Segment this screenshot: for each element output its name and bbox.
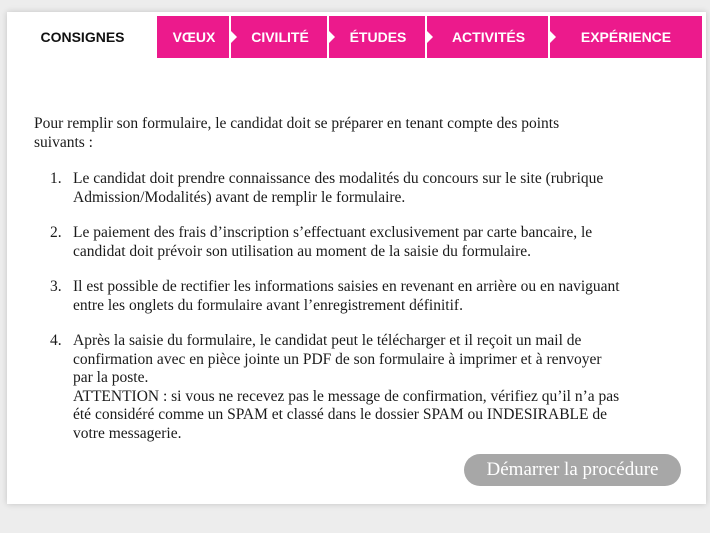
list-item-line: candidat doit prévoir son utilisation au moment de la saisie du formulaire. (73, 242, 531, 260)
list-item-line: ATTENTION : si vous ne recevez pas le message de confirmation, vérifiez qu’il n’a pas (73, 387, 620, 405)
list-number: 3. (50, 278, 62, 295)
tab-divider (229, 16, 231, 58)
list-number: 2. (50, 224, 62, 241)
list-item-line: Après la saisie du formulaire, le candidat peut le télécharger et il reçoit un mail de (73, 332, 582, 349)
intro-line: suivants : (34, 133, 93, 151)
tab-divider (548, 16, 550, 58)
tab-etudes[interactable] (329, 16, 427, 58)
list-item-line: été considéré comme un SPAM et classé dans le dossier SPAM ou INDESIRABLE de (73, 406, 607, 423)
tab-voeux-label: VŒUX (172, 29, 216, 45)
chevron-right-icon (550, 31, 556, 43)
tab-civilite[interactable] (231, 16, 329, 58)
list-item-line: Le paiement des frais d’inscription s’effectuant exclusivement par carte bancaire, le (73, 224, 593, 241)
tab-consignes[interactable]: CONSIGNES (8, 16, 157, 58)
list-item-line: entre les onglets du formulaire avant l’enregistrement définitif. (73, 296, 463, 314)
list-item (34, 278, 674, 315)
start-procedure-button[interactable]: Démarrer la procédure (464, 454, 681, 486)
tab-experience-label: EXPÉRIENCE (580, 29, 672, 45)
tab-experience[interactable] (550, 16, 702, 58)
intro-line: Pour remplir son formulaire, le candidat doit se préparer en tenant compte des points (34, 115, 560, 132)
list-item-line: Le candidat doit prendre connaissance des modalités du concours sur le site (rubrique (73, 170, 604, 187)
list-item (34, 224, 674, 261)
list-item-line: confirmation avec en pièce jointe un PDF de son formulaire à imprimer et à renvoyer (73, 350, 602, 368)
chevron-right-icon (427, 31, 433, 43)
list-item-line: par la poste. (73, 369, 149, 386)
chevron-right-icon (231, 31, 237, 43)
list-item-line: Admission/Modalités) avant de remplir le formulaire. (73, 188, 406, 206)
instructions (34, 115, 674, 460)
list-number: 1. (50, 170, 62, 187)
tab-bar (8, 16, 702, 58)
tab-divider (425, 16, 427, 58)
tab-divider (327, 16, 329, 58)
list-item-line: Il est possible de rectifier les informations saisies en revenant en arrière ou en naviguant (73, 278, 620, 295)
chevron-right-icon (329, 31, 335, 43)
list-item (34, 332, 674, 443)
tab-activites-label: ACTIVITÉS (451, 29, 526, 45)
tab-voeux[interactable] (157, 16, 231, 58)
list-item (34, 170, 674, 207)
intro-text (34, 115, 674, 152)
tab-civilite-label: CIVILITÉ (251, 29, 309, 45)
list-item-line: votre messagerie. (73, 424, 182, 442)
list-number: 4. (50, 332, 62, 349)
instruction-list (34, 170, 674, 443)
tab-activites[interactable] (427, 16, 550, 58)
tab-etudes-label: ÉTUDES (349, 29, 407, 45)
